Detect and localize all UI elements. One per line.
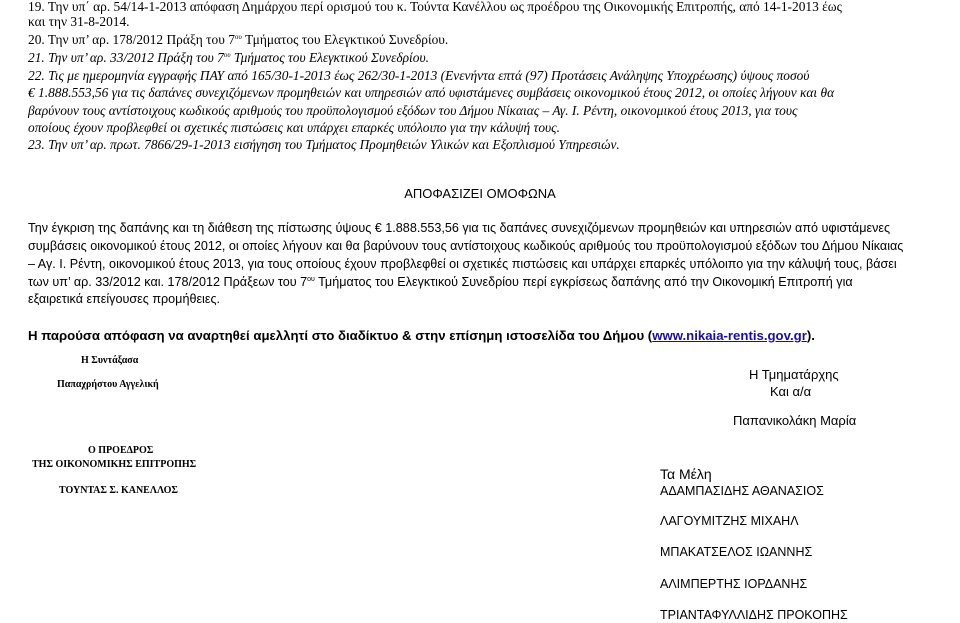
decision-line-5: εξαιρετικά επείγουσες προμήθειες. xyxy=(28,292,221,306)
decision-line-3: – Αγ. Ι. Ρέντη, οικονομικού έτους 2013, για τους οποίους έχουν προβλεφθεί οι σχετικές πιστώσεις και υπάρχει επαρκές υπόλοιπο για την κάλυψή τους, βάσει xyxy=(28,257,897,271)
decision-heading: ΑΠΟΦΑΣΙΖΕΙ ΟΜΟΦΩΝΑ xyxy=(404,186,556,201)
head-subtitle: Και α/α xyxy=(770,384,812,399)
head-name: Παπανικολάκη Μαρία xyxy=(733,413,857,428)
item-23: 23. Την υπ’ αρ. πρωτ. 7866/29-1-2013 εισήγηση του Τμήματος Προμηθειών Υλικών και Εξοπλισμού Υπηρεσιών. xyxy=(28,137,620,152)
item-19-line-1: 19. Την υπ΄ αρ. 54/14-1-2013 απόφαση Δημάρχου περί ορισμού του κ. Τούντα Κανέλλου ως προέδρου της Οικονομικής Επιτροπής, από 14-1-2013 έως xyxy=(28,0,842,14)
author-title: Η Συντάξασα xyxy=(81,355,139,366)
item-20: 20. Την υπ’ αρ. 178/2012 Πράξη του $7^{o\upsilon}$ Τμήματος του Ελεγκτικού Συνεδρίου. xyxy=(28,32,449,47)
item-21: 21. Την υπ’ αρ. 33/2012 Πράξη του $7^{o\upsilon}$ Τμήματος του Ελεγκτικού Συνεδρίου. xyxy=(28,50,429,65)
decision-line-4: των υπ’ αρ. 33/2012 και. 178/2012 Πράξεων του $7^{o\upsilon}$ Τμήματος του Ελεγκτικού Συνεδρίου περί εγκρίσεως δαπάνης από την Οικονομική Επιτροπή για xyxy=(28,275,853,289)
item-22-line-4: οποίους έχουν προβλεφθεί οι σχετικές πιστώσεις και υπάρχει επαρκές υπόλοιπο για την κάλυψή τους. xyxy=(28,120,560,135)
head-title: Η Τμηματάρχης xyxy=(749,367,839,382)
item-19-line-2: και την 31-8-2014. xyxy=(28,14,130,29)
member-name: ΑΔΑΜΠΑΣΙΔΗΣ ΑΘΑΝΑΣΙΟΣ xyxy=(660,484,824,498)
member-name: ΜΠΑΚΑΤΣΕΛΟΣ ΙΩΑΝΝΗΣ xyxy=(660,545,813,559)
president-name: ΤΟΥΝΤΑΣ Σ. ΚΑΝΕΛΛΟΣ xyxy=(59,485,178,496)
member-name: ΛΑΓΟΥΜΙΤΖΗΣ ΜΙΧΑΗΛ xyxy=(660,514,799,528)
website-link[interactable]: www.nikaia-rentis.gov.gr xyxy=(652,328,807,343)
publication-notice: Η παρούσα απόφαση να αναρτηθεί αμελλητί στο διαδίκτυο & στην επίσημη ιστοσελίδα του Δήμου (www.nikaia-rentis.gov.gr). xyxy=(28,328,815,343)
author-name: Παπαχρήστου Αγγελική xyxy=(57,379,159,390)
president-title: Ο ΠΡΟΕΔΡΟΣ xyxy=(88,445,154,456)
decision-line-1: Την έγκριση της δαπάνης και τη διάθεση της πίστωσης ύψους € 1.888.553,56 για τις δαπάνες συνεχιζόμενων προμηθειών και υπηρεσιών από υφιστάμενες xyxy=(28,221,891,235)
members-title: Τα Μέλη xyxy=(660,466,712,482)
president-committee: ΤΗΣ ΟΙΚΟΝΟΜΙΚΗΣ ΕΠΙΤΡΟΠΗΣ xyxy=(32,459,197,470)
member-name: ΑΛΙΜΠΕΡΤΗΣ ΙΟΡΔΑΝΗΣ xyxy=(660,577,808,591)
item-22-line-3: βαρύνουν τους αντίστοιχους κωδικούς αριθμούς του προϋπολογισμού εξόδων του Δήμου Νίκαιας – Αγ. Ι. Ρέντη, οικονομικού έτους 2013, για τους xyxy=(28,103,798,118)
item-22-line-1: 22. Τις με ημερομηνία εγγραφής ΠΑΥ από 165/30-1-2013 έως 262/30-1-2013 (Ενενήντα επτά (97) Προτάσεις Ανάληψης Υποχρέωσης) ύψους ποσού xyxy=(28,68,810,83)
item-22-line-2: € 1.888.553,56 για τις δαπάνες συνεχιζόμενων προμηθειών και υπηρεσιών από υφιστάμενες συμβάσεις οικονομικού έτους 2012, οι οποίες λήγουν και θα xyxy=(28,85,835,100)
decision-line-2: συμβάσεις οικονομικού έτους 2012, οι οποίες λήγουν και θα βαρύνουν τους αντίστοιχους κωδικούς αριθμούς του προϋπολογισμού εξόδων του Δήμου Νίκαιας xyxy=(28,239,904,253)
member-name: ΤΡΙΑΝΤΑΦΥΛΛΙΔΗΣ ΠΡΟΚΟΠΗΣ xyxy=(660,608,848,622)
